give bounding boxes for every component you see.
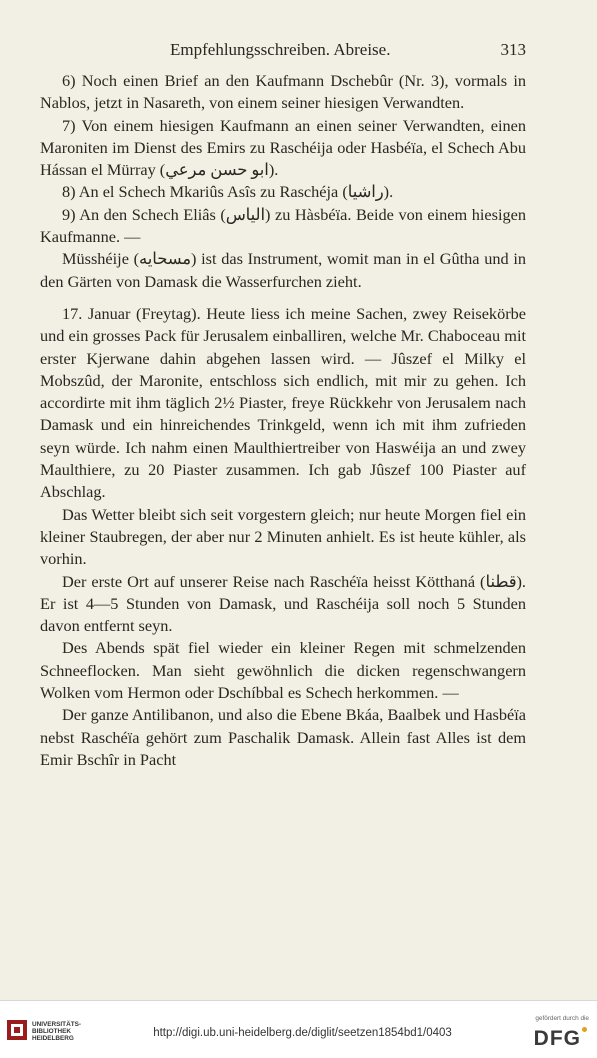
paragraph: 6) Noch einen Brief an den Kaufmann Dschebûr (Nr. 3), vormals in Nablos, jetzt in Nasareth, von einem seiner hiesigen Verwandten. <box>40 71 526 113</box>
library-name: UNIVERSITÄTS- BIBLIOTHEK HEIDELBERG <box>32 1021 81 1043</box>
paragraph: Müsshéije (مسحايه) ist das Instrument, womit man in el Gûtha und in den Gärten von Damask die Wasserfurchen zieht. <box>40 249 527 291</box>
paragraph: 17. Januar (Freytag). Heute liess ich meine Sachen, zwey Reisekörbe und ein grosses Pack für Jerusalem einballiren, welche Mr. Chaboceau mit erster Kjerwane dahin abgehen lassen wird. — Jûszef el Milky el Mobszûd, der Maronite, entschloss sich endlich, mit mir zu gehen. Ich accordirte mit ihm täglich 2½ Piaster, freye Rückkehr von Jerusalem nach Damask und ein hinreichendes Trinkgeld, wenn ich mit ihm zufrieden seyn würde. Ich nahm einen Maulthiertreiber von Haswéija an und zwey Maulthiere, zu 20 Piaster zusammen. Ich gab Jûszef 100 Piaster auf Abschlag. <box>40 303 526 502</box>
viewer-footer <box>0 1000 597 1058</box>
paragraph: Der erste Ort auf unserer Reise nach Raschéïa heisst Kötthaná (قطنا). Er ist 4—5 Stunden von Damask, und Raschéija soll noch 5 Stunden davon entfernt seyn. <box>40 571 526 636</box>
paragraph: 8) An el Schech Mkariûs Asîs zu Raschéja (راشيا). <box>62 182 394 202</box>
permalink-url[interactable]: http://digi.ub.uni-heidelberg.de/diglit/seetzen1854bd1/0403 <box>153 1027 452 1039</box>
dfg-dot-icon <box>582 1027 587 1032</box>
paragraph: Das Wetter bleibt sich seit vorgestern gleich; nur heute Morgen fiel ein kleiner Staubregen, der aber nur 2 Minuten anhielt. Es ist heute kühler, als vorhin. <box>40 504 526 569</box>
body-text <box>40 70 526 771</box>
paragraph: 7) Von einem hiesigen Kaufmann an einen seiner Verwandten, einen Maroniten im Dienst des Emirs zu Raschéija oder Hasbéïa, el Schech Abu Hássan el Mürray (ابو حسن مرعي). <box>40 115 526 180</box>
dfg-logo: DFG <box>534 1027 587 1051</box>
running-header <box>40 40 526 66</box>
paragraph: Des Abends spät fiel wieder ein kleiner Regen mit schmelzenden Schneeflocken. Man sieht gewöhnlich die dicken regenschwangern Wolken vom Hermon oder Dschíbbal es Schech herkommen. — <box>40 638 526 703</box>
paragraph: Der ganze Antilibanon, und also die Ebene Bkáa, Baalbek und Hasbéïa nebst Raschéïa gehört zum Paschalik Damask. Allein fast Alles ist dem Emir Bschîr in Pacht <box>40 705 526 769</box>
university-seal-icon <box>6 1019 28 1041</box>
running-title: Empfehlungsschreiben. Abreise. <box>170 40 391 59</box>
funding-note: gefördert durch die <box>535 1015 589 1022</box>
page-number: 313 <box>500 40 526 59</box>
paragraph: 9) An den Schech Eliâs (الياس) zu Hàsbéïa. Beide von einem hiesigen Kaufmanne. — <box>40 204 526 247</box>
